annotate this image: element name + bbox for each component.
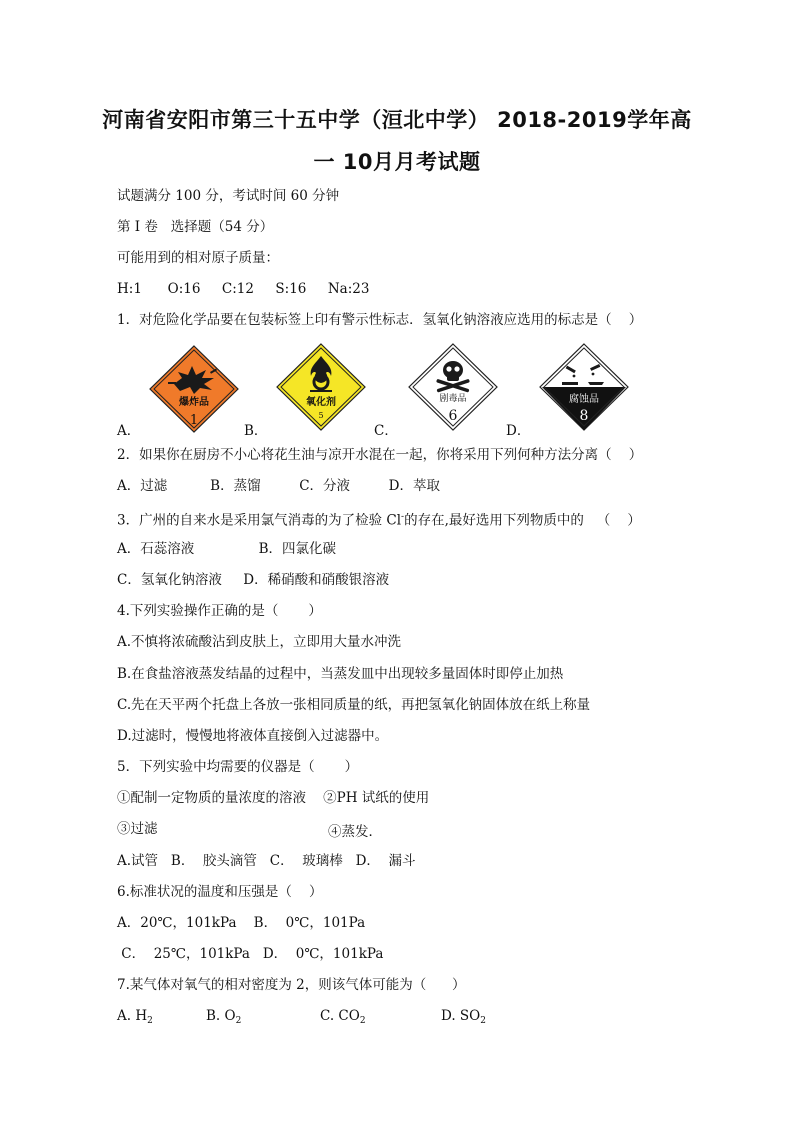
toxic-hazard-sign	[407, 342, 499, 432]
question-4-option-b: B.在食盐溶液蒸发结晶的过程中，当蒸发皿中出现较多量固体时即停止加热	[117, 666, 564, 682]
explosive-hazard-sign	[148, 344, 240, 434]
corrosive-sign-label: 腐蚀品	[569, 394, 599, 405]
question-6-options-row-1: A．20℃，101kPa B． 0℃，101Pa	[117, 915, 366, 931]
question-1-option-a: A．	[117, 423, 141, 439]
toxic-sign-label: 剧毒品	[439, 394, 467, 404]
question-7-option-a-subscript: 2	[147, 1016, 153, 1026]
question-7-option-a	[117, 1008, 153, 1026]
question-7-option-d	[441, 1008, 486, 1026]
atomic-mass-values: H:1 O:16 C:12 S:16 Na:23	[117, 281, 370, 297]
oxidizer-sign-number: 5	[318, 411, 324, 420]
question-4-option-a: A.不慎将浓硫酸沾到皮肤上，立即用大量水冲洗	[117, 634, 402, 650]
question-4-option-c: C.先在天平两个托盘上各放一张相同质量的纸，再把氢氧化钠固体放在纸上称量	[117, 697, 591, 713]
corrosive-sign-number: 8	[579, 408, 589, 424]
question-7-stem: 7.某气体对氧气的相对密度为 2，则该气体可能为（ ）	[117, 977, 466, 993]
question-4-option-d: D.过滤时，慢慢地将液体直接倒入过滤器中。	[117, 728, 389, 744]
question-2-options: A．过滤 B．蒸馏 C．分液 D．萃取	[117, 478, 440, 494]
page-title-line-1: 河南省安阳市第三十五中学（洹北中学） 2018-2019学年高	[102, 108, 692, 132]
question-7-option-a-text: A. H	[117, 1008, 148, 1024]
toxic-sign-number: 6	[448, 408, 458, 424]
question-2-stem: 2．如果你在厨房不小心将花生油与凉开水混在一起，你将采用下列何种方法分离（ ）	[117, 447, 643, 463]
question-1-option-d: D．	[506, 423, 531, 439]
question-5-items-1-2: ①配制一定物质的量浓度的溶液 ②PH 试纸的使用	[117, 790, 430, 806]
question-5-stem: 5．下列实验中均需要的仪器是（ ）	[117, 759, 359, 775]
corrosive-hazard-sign	[538, 342, 630, 432]
chloride-charge: -	[401, 512, 405, 522]
question-3-options-row-2: C．氢氧化钠溶液 D．稀硝酸和硝酸银溶液	[117, 572, 390, 588]
question-5-item-4: ④蒸发．	[328, 824, 382, 840]
question-5-options: A.试管 B． 胶头滴管 C． 玻璃棒 D． 漏斗	[117, 853, 416, 869]
oxidizer-hazard-sign	[275, 342, 367, 432]
question-4-stem: 4.下列实验操作正确的是（ ）	[117, 603, 322, 619]
question-3-options-row-1: A．石蕊溶液 B．四氯化碳	[117, 541, 337, 557]
explosive-sign-number: 1	[189, 413, 199, 428]
question-7-option-c-subscript: 2	[359, 1016, 366, 1026]
question-3-stem-post: 的存在,最好选用下列物质中的 （ ）	[404, 512, 641, 529]
atomic-mass-label: 可能用到的相对原子质量：	[117, 250, 279, 266]
question-7-option-b-subscript: 2	[235, 1016, 242, 1026]
oxidizer-sign-label: 氧化剂	[306, 397, 336, 408]
question-5-item-3: ③过滤	[117, 821, 158, 837]
score-time-info: 试题满分 100 分，考试时间 60 分钟	[117, 188, 340, 204]
question-1-stem: 1．对危险化学品要在包装标签上印有警示性标志．氢氧化钠溶液应选用的标志是（ ）	[117, 312, 643, 328]
question-7-option-b-text: B. O	[206, 1008, 236, 1024]
page-title-line-2: 一 10月月考试题	[313, 150, 481, 174]
question-7-option-c	[320, 1008, 366, 1026]
question-3-stem	[117, 508, 641, 530]
question-6-stem: 6.标准状况的温度和压强是（ ）	[117, 884, 323, 900]
question-1-option-c: C．	[374, 423, 398, 439]
question-7-option-d-subscript: 2	[480, 1016, 486, 1026]
question-7-option-c-text: C. CO	[320, 1008, 360, 1024]
question-6-options-row-2: C． 25℃，101kPa D． 0℃，101kPa	[117, 946, 384, 962]
section-heading: 第 I 卷 选择题（54 分）	[117, 219, 274, 235]
explosive-sign-label: 爆炸品	[179, 397, 209, 408]
question-1-option-b: B．	[244, 423, 268, 439]
question-7-option-b	[206, 1008, 241, 1026]
question-7-option-d-text: D. SO	[441, 1008, 481, 1024]
question-3-stem-pre: 3．广州的自来水是采用氯气消毒的为了检验 Cl	[117, 512, 402, 529]
